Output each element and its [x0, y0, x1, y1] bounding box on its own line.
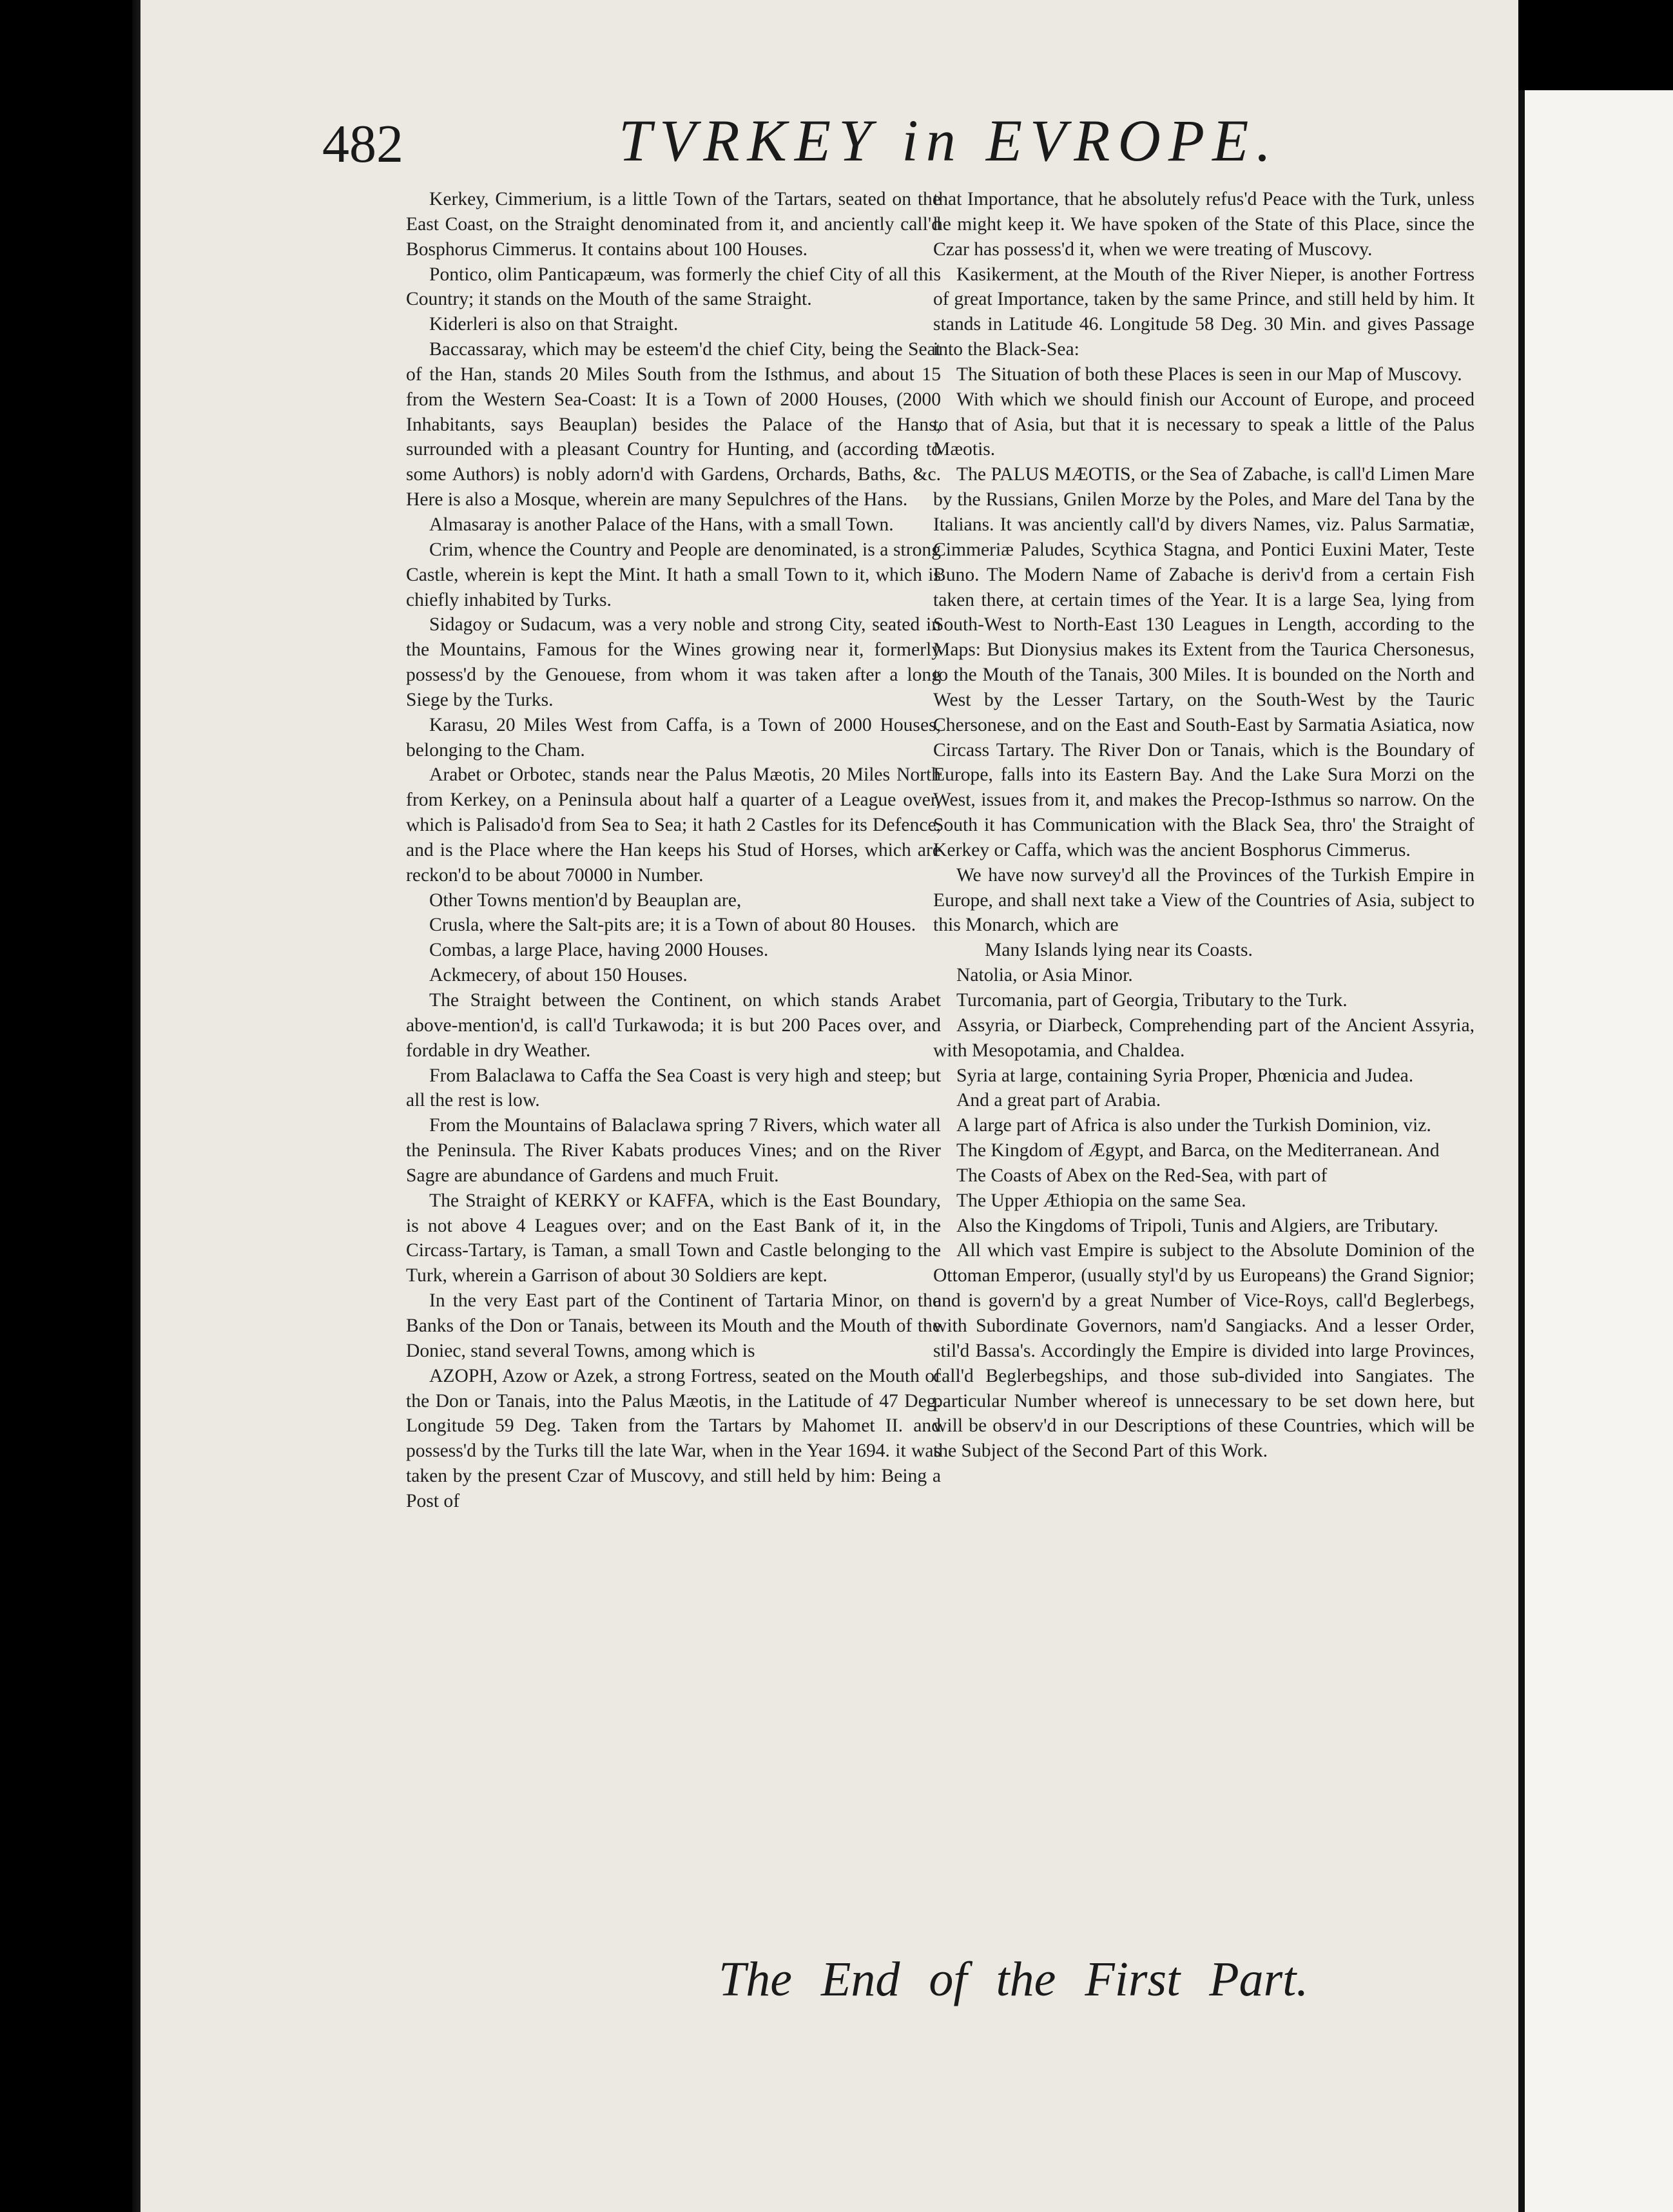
- end-of-part-note: The End of the First Part.: [719, 1952, 1309, 2006]
- paragraph-pontico: Pontico, olim Panticapæum, was formerly the chief City of all this Country; it stands on the Mouth of the same Straight.: [406, 264, 941, 310]
- left-text-column: [406, 187, 941, 1514]
- paragraph-combas: Combas, a large Place, having 2000 Houses.: [429, 940, 769, 961]
- paragraph-crim: Crim, whence the Country and People are denominated, is a strong Castle, wherein is kept the Mint. It hath a small Town to it, which is chiefly inhabited by Turks.: [406, 539, 941, 610]
- list-item-assyria: Assyria, or Diarbeck, Comprehending part of the Ancient Assyria, with Mesopotamia, and Chaldea.: [933, 1014, 1475, 1061]
- paragraph-other-towns: Other Towns mention'd by Beauplan are,: [429, 889, 742, 911]
- paragraph-turkawoda: The Straight between the Continent, on which stands Arabet above-mention'd, is call'd Turkawoda; it is but 200 Paces over, and fordable in dry Weather.: [406, 990, 941, 1061]
- paragraph-rivers: From the Mountains of Balaclawa spring 7 Rivers, which water all the Peninsula. The River Kabats produces Vines; and on the River Sagre are abundance of Gardens and much Fruit.: [406, 1115, 941, 1186]
- paragraph-arabet: Arabet or Orbotec, stands near the Palus Mæotis, 20 Miles North from Kerkey, on a Peninsula about half a quarter of a League over, which is Palisado'd from Sea to Sea; it hath 2 Castles for its Defence, and is the Place where the Han keeps his Stud of Horses, which are reckon'd to be about 70000 in Number.: [406, 764, 941, 886]
- paragraph-importance: that Importance, that he absolutely refus'd Peace with the Turk, unless he might keep it. We have spoken of the State of this Place, since the Czar has possess'd it, when we were treating of Muscovy.: [933, 189, 1475, 260]
- paragraph-straight-kerky: The Straight of KERKY or KAFFA, which is the East Boundary, is not above 4 Leagues over; and on the East Bank of it, in the Circass-Tartary, is Taman, a small Town and Castle belonging to the Turk, wherein a Garrison of about 30 Soldiers are kept.: [406, 1190, 941, 1286]
- paragraph-balaclawa-coast: From Balaclawa to Caffa the Sea Coast is very high and steep; but all the rest is low.: [406, 1065, 941, 1111]
- paragraph-crusla: Crusla, where the Salt-pits are; it is a Town of about 80 Houses.: [429, 915, 916, 936]
- paragraph-situation: The Situation of both these Places is seen in our Map of Muscovy.: [956, 364, 1462, 385]
- paragraph-account-europe: With which we should finish our Account of Europe, and proceed to that of Asia, but that it is necessary to speak a little of the Palus Mæotis.: [933, 389, 1475, 460]
- list-item-abex: The Coasts of Abex on the Red-Sea, with part of: [956, 1165, 1328, 1186]
- paragraph-sidagoy: Sidagoy or Sudacum, was a very noble and strong City, seated in the Mountains, Famous for the Wines growing near it, formerly possess'd by the Genouese, from whom it was taken after a long Siege by the Turks.: [406, 614, 941, 710]
- paragraph-kiderleri: Kiderleri is also on that Straight.: [429, 314, 679, 335]
- paragraph-tributary: Also the Kingdoms of Tripoli, Tunis and Algiers, are Tributary.: [956, 1215, 1438, 1236]
- list-item-syria: Syria at large, containing Syria Proper, Phœnicia and Judea.: [956, 1065, 1414, 1086]
- list-item-arabia: And a great part of Arabia.: [956, 1090, 1161, 1111]
- paragraph-kerkey: Kerkey, Cimmerium, is a little Town of the Tartars, seated on the East Coast, on the Straight denominated from it, and anciently call'd Bosphorus Cimmerus. It contains about 100 Houses.: [406, 189, 941, 260]
- background-strip: [1518, 0, 1673, 90]
- page-number: 482: [322, 114, 403, 174]
- paragraph-africa: A large part of Africa is also under the Turkish Dominion, viz.: [956, 1115, 1431, 1136]
- list-item-aegypt: The Kingdom of Ægypt, and Barca, on the Mediterranean. And: [956, 1140, 1440, 1161]
- paragraph-palus-maeotis: The PALUS MÆOTIS, or the Sea of Zabache, is call'd Limen Mare by the Russians, Gnilen Morze by the Poles, and Mare del Tana by the Italians. It was anciently call'd by divers Names, viz. Palus Sarmatiæ, Cimmeriæ Paludes, Scythica Stagna, and Pontici Euxini Mater, Teste Buno. The Modern Name of Zabache is deriv'd from a certain Fish taken there, at certain times of the Year. It is a large Sea, lying from South-West to North-East 130 Leagues in Length, according to the Maps: But Dionysius makes its Extent from the Taurica Chersonesus, to the Mouth of the Tanais, 300 Miles. It is bounded on the North and West by the Lesser Tartary, on the South-West by the Tauric Chersonese, and on the East and South-East by Sarmatia Asiatica, now Circass Tartary. The River Don or Tanais, which is the Boundary of Europe, falls into its Eastern Bay. And the Lake Sura Morzi on the West, issues from it, and makes the Precop-Isthmus so narrow. On the South it has Communication with the Black Sea, thro' the Straight of Kerkey or Caffa, which was the ancient Bosphorus Cimmerus.: [933, 464, 1475, 860]
- paragraph-provinces: We have now survey'd all the Provinces of the Turkish Empire in Europe, and shall next take a View of the Countries of Asia, subject to this Monarch, which are: [933, 864, 1475, 936]
- paragraph-kasikerment: Kasikerment, at the Mouth of the River Nieper, is another Fortress of great Importance, taken by the same Prince, and still held by him. It stands in Latitude 46. Longitude 58 Deg. 30 Min. and gives Passage into the Black-Sea:: [933, 264, 1475, 360]
- paragraph-ackmecery: Ackmecery, of about 150 Houses.: [429, 965, 688, 986]
- list-item-turcomania: Turcomania, part of Georgia, Tributary to the Turk.: [956, 990, 1348, 1011]
- list-item-islands: Many Islands lying near its Coasts.: [985, 940, 1253, 961]
- running-title: TVRKEY in EVROPE.: [619, 108, 1279, 173]
- paragraph-ottoman: All which vast Empire is subject to the Absolute Dominion of the Ottoman Emperor, (usually styl'd by us Europeans) the Grand Signior; and is govern'd by a great Number of Vice-Roys, call'd Beglerbegs, with Subordinate Governors, nam'd Sangiacks. And a lesser Order, stil'd Bassa's. Accordingly the Empire is divided into large Provinces, call'd Beglerbegships, and those sub-divided into Sangiates. The particular Number whereof is unnecessary to be set down here, but will be observ'd in our Descriptions of these Countries, which will be the Subject of the Second Part of this Work.: [933, 1240, 1475, 1462]
- list-item-natolia: Natolia, or Asia Minor.: [956, 965, 1133, 986]
- paragraph-azoph: AZOPH, Azow or Azek, a strong Fortress, seated on the Mouth of the Don or Tanais, into the Palus Mæotis, in the Latitude of 47 Deg. Longitude 59 Deg. Taken from the Tartars by Mahomet II. and possess'd by the Turks till the late War, when in the Year 1694. it was taken by the present Czar of Muscovy, and still held by him: Being a Post of: [406, 1365, 941, 1511]
- paragraph-baccassaray: Baccassaray, which may be esteem'd the chief City, being the Seat of the Han, stands 20 Miles South from the Isthmus, and about 15 from the Western Sea-Coast: It is a Town of 2000 Houses, (2000 Inhabitants, says Beauplan) besides the Palace of the Hans, surrounded with a pleasant Country for Hunting, and (according to some Authors) is nobly adorn'd with Gardens, Orchards, Baths, &c. Here is also a Mosque, wherein are many Sepulchres of the Hans.: [406, 339, 941, 510]
- paragraph-tartaria-minor: In the very East part of the Continent of Tartaria Minor, on the Banks of the Don or Tanais, between its Mouth and the Mouth of the Doniec, stand several Towns, among which is: [406, 1290, 941, 1361]
- paragraph-almasaray: Almasaray is another Palace of the Hans, with a small Town.: [429, 514, 894, 535]
- next-page-edge: [1518, 90, 1673, 2212]
- right-text-column: [933, 187, 1475, 1464]
- paragraph-karasu: Karasu, 20 Miles West from Caffa, is a Town of 2000 Houses, belonging to the Cham.: [406, 714, 941, 761]
- list-item-aethiopia: The Upper Æthiopia on the same Sea.: [956, 1190, 1246, 1211]
